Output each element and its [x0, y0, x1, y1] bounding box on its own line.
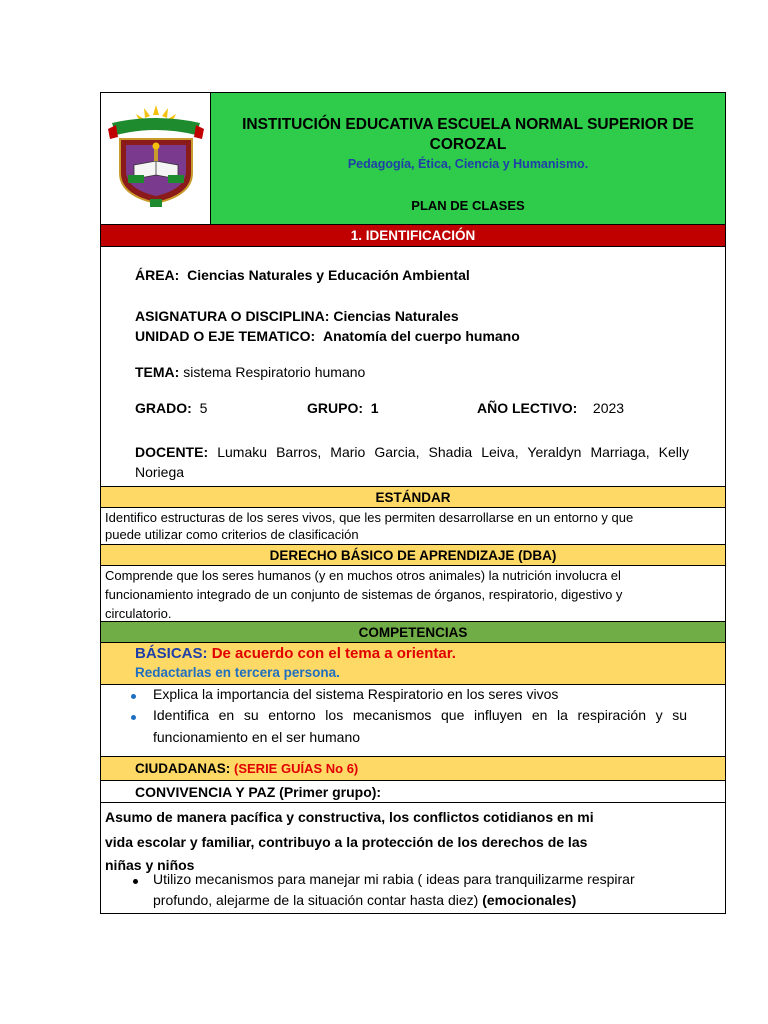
estandar-text — [101, 508, 725, 545]
docente-value-1: Lumaku Barros, Mario Garcia, Shadia Leiva, Yeraldyn Marriaga, Kelly — [217, 444, 689, 460]
dba-line-2: funcionamiento integrado de un conjunto de sistemas de órganos, respiratorio, digestivo y — [105, 587, 623, 602]
grado-line — [135, 400, 207, 416]
section-identificacion-header: 1. IDENTIFICACIÓN — [101, 225, 725, 247]
utilizo-bullet — [153, 869, 713, 911]
plan-title: PLAN DE CLASES — [411, 198, 525, 213]
tema-value: sistema Respiratorio humano — [183, 364, 366, 380]
school-crest-icon — [106, 103, 206, 213]
basicas-title-line — [135, 645, 456, 662]
institution-name: INSTITUCIÓN EDUCATIVA ESCUELA NORMAL SUPERIOR DE COROZAL — [242, 116, 694, 153]
estandar-header: ESTÁNDAR — [101, 487, 725, 508]
anio-value: 2023 — [592, 400, 625, 416]
basicas-bullets — [101, 685, 725, 757]
utilizo-line-1: Utilizo mecanismos para manejar mi rabia ( ideas para tranquilizarme respirar — [153, 871, 635, 887]
ciudadanas-label: CIUDADANAS: — [135, 761, 231, 776]
grupo-value: 1 — [370, 400, 379, 416]
tema-line — [135, 364, 365, 380]
ciudadanas-header — [101, 757, 725, 781]
convivencia-title: CONVIVENCIA Y PAZ (Primer grupo): — [135, 784, 382, 800]
asumo-paragraph — [105, 805, 705, 875]
unidad-line — [135, 328, 520, 344]
grupo-label: GRUPO: — [307, 400, 363, 416]
asignatura-label: ASIGNATURA O DISCIPLINA: — [135, 308, 330, 324]
utilizo-line-2 — [153, 890, 713, 911]
utilizo-emocionales: (emocionales) — [482, 892, 577, 908]
basicas-subtitle: Redactarlas en tercera persona. — [135, 665, 340, 680]
competencias-header: COMPETENCIAS — [101, 622, 725, 643]
docente-value-2: Noriega — [135, 464, 185, 480]
lesson-plan-document — [100, 92, 726, 914]
logo-cell — [101, 93, 211, 224]
area-line — [135, 267, 470, 283]
tema-label: TEMA: — [135, 364, 180, 380]
institution-motto: Pedagogía, Ética, Ciencia y Humanismo. — [347, 157, 589, 171]
unidad-value: Anatomía del cuerpo humano — [322, 328, 520, 344]
asumo-line-2: vida escolar y familiar, contribuyo a la protección de los derechos de las — [105, 834, 588, 850]
document-header — [101, 93, 725, 225]
asumo-line-3: niñas y niños — [105, 857, 195, 873]
grado-label: GRADO: — [135, 400, 192, 416]
utilizo-line-2-text: profundo, alejarme de la situación contar hasta diez) — [153, 892, 479, 908]
docente-line-2 — [135, 464, 184, 480]
bullet-dot-icon — [133, 879, 138, 884]
docente-line — [135, 444, 689, 460]
docente-label: DOCENTE: — [135, 444, 209, 460]
basicas-note: De acuerdo con el tema a orientar. — [211, 645, 456, 662]
convivencia-row — [101, 781, 725, 803]
basicas-header — [101, 643, 725, 685]
dba-header: DERECHO BÁSICO DE APRENDIZAJE (DBA) — [101, 545, 725, 566]
grado-value: 5 — [199, 400, 208, 416]
asumo-line-1: Asumo de manera pacífica y constructiva, los conflictos cotidianos en mi — [105, 809, 594, 825]
bullet-1: Explica la importancia del sistema Respiratorio en los seres vivos — [153, 686, 559, 702]
anio-label: AÑO LECTIVO: — [477, 400, 578, 416]
bullet-dot-icon — [131, 715, 136, 720]
identificacion-section — [101, 247, 725, 487]
area-value: Ciencias Naturales y Educación Ambiental — [187, 267, 470, 283]
ciudadanas-line — [135, 761, 358, 776]
estandar-line-2: puede utilizar como criterios de clasificación — [105, 527, 359, 542]
dba-line-1: Comprende que los seres humanos (y en muchos otros animales) la nutrición involucra el — [105, 568, 621, 583]
estandar-line-1: Identifico estructuras de los seres vivos, que les permiten desarrollarse en un entorno y que — [105, 510, 634, 525]
anio-line — [477, 400, 624, 416]
asignatura-line — [135, 308, 459, 324]
unidad-label: UNIDAD O EJE TEMATICO: — [135, 328, 316, 344]
area-label: ÁREA: — [135, 267, 180, 283]
bullet-2-line-2: funcionamiento en el ser humano — [153, 729, 361, 745]
asignatura-value: Ciencias Naturales — [333, 308, 459, 324]
grupo-line — [307, 400, 379, 416]
dba-text — [101, 566, 725, 622]
bullet-dot-icon — [131, 694, 136, 699]
asumo-section — [101, 803, 725, 913]
bullet-2-line-1: Identifica en su entorno los mecanismos que influyen en la respiración y su — [153, 707, 687, 723]
dba-line-3: circulatorio. — [105, 606, 172, 621]
header-title-cell — [211, 93, 725, 224]
ciudadanas-note: (SERIE GUÍAS No 6) — [234, 761, 359, 776]
basicas-label: BÁSICAS: — [135, 645, 208, 662]
